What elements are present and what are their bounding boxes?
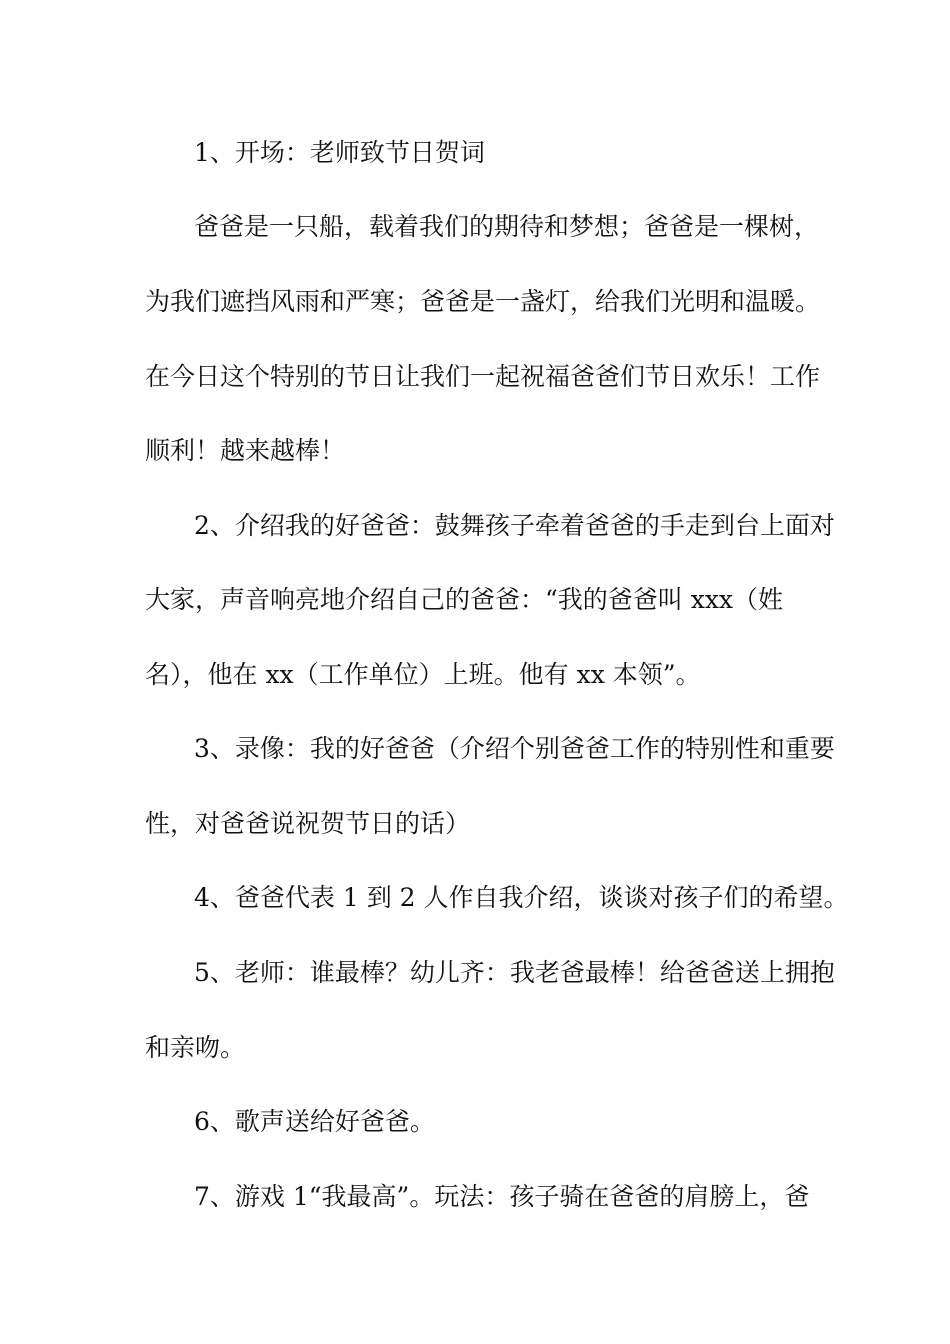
section-6-line: 6、歌声送给好爸爸。 [194, 1107, 435, 1136]
section-3-line: 3、录像：我的好爸爸（介绍个别爸爸工作的特别性和重要 [194, 734, 835, 763]
section-1-heading: 1、开场：老师致节日贺词 [194, 138, 485, 167]
paragraph-line: 和亲吻。 [145, 1033, 246, 1062]
paragraph-line: 在今日这个特别的节日让我们一起祝福爸爸们节日欢乐！工作 [145, 362, 821, 391]
paragraph-line: 爸爸是一只船，载着我们的期待和梦想；爸爸是一棵树， [194, 212, 820, 241]
paragraph-line: 顺利！越来越棒！ [145, 436, 346, 465]
section-7-line: 7、游戏 1“我最高”。玩法：孩子骑在爸爸的肩膀上，爸 [194, 1182, 810, 1211]
section-5-line: 5、老师：谁最棒？幼儿齐：我老爸最棒！给爸爸送上拥抱 [194, 958, 835, 987]
paragraph-line: 大家，声音响亮地介绍自己的爸爸：“我的爸爸叫 xxx（姓 [145, 585, 784, 614]
paragraph-line: 性，对爸爸说祝贺节日的话） [145, 809, 471, 838]
section-4-line: 4、爸爸代表 1 到 2 人作自我介绍，谈谈对孩子们的希望。 [194, 883, 849, 912]
paragraph-line: 为我们遮挡风雨和严寒；爸爸是一盏灯，给我们光明和温暖。 [145, 287, 821, 316]
section-2-line: 2、介绍我的好爸爸：鼓舞孩子牵着爸爸的手走到台上面对 [194, 511, 835, 540]
paragraph-line: 名），他在 xx（工作单位）上班。他有 xx 本领”。 [145, 660, 701, 689]
